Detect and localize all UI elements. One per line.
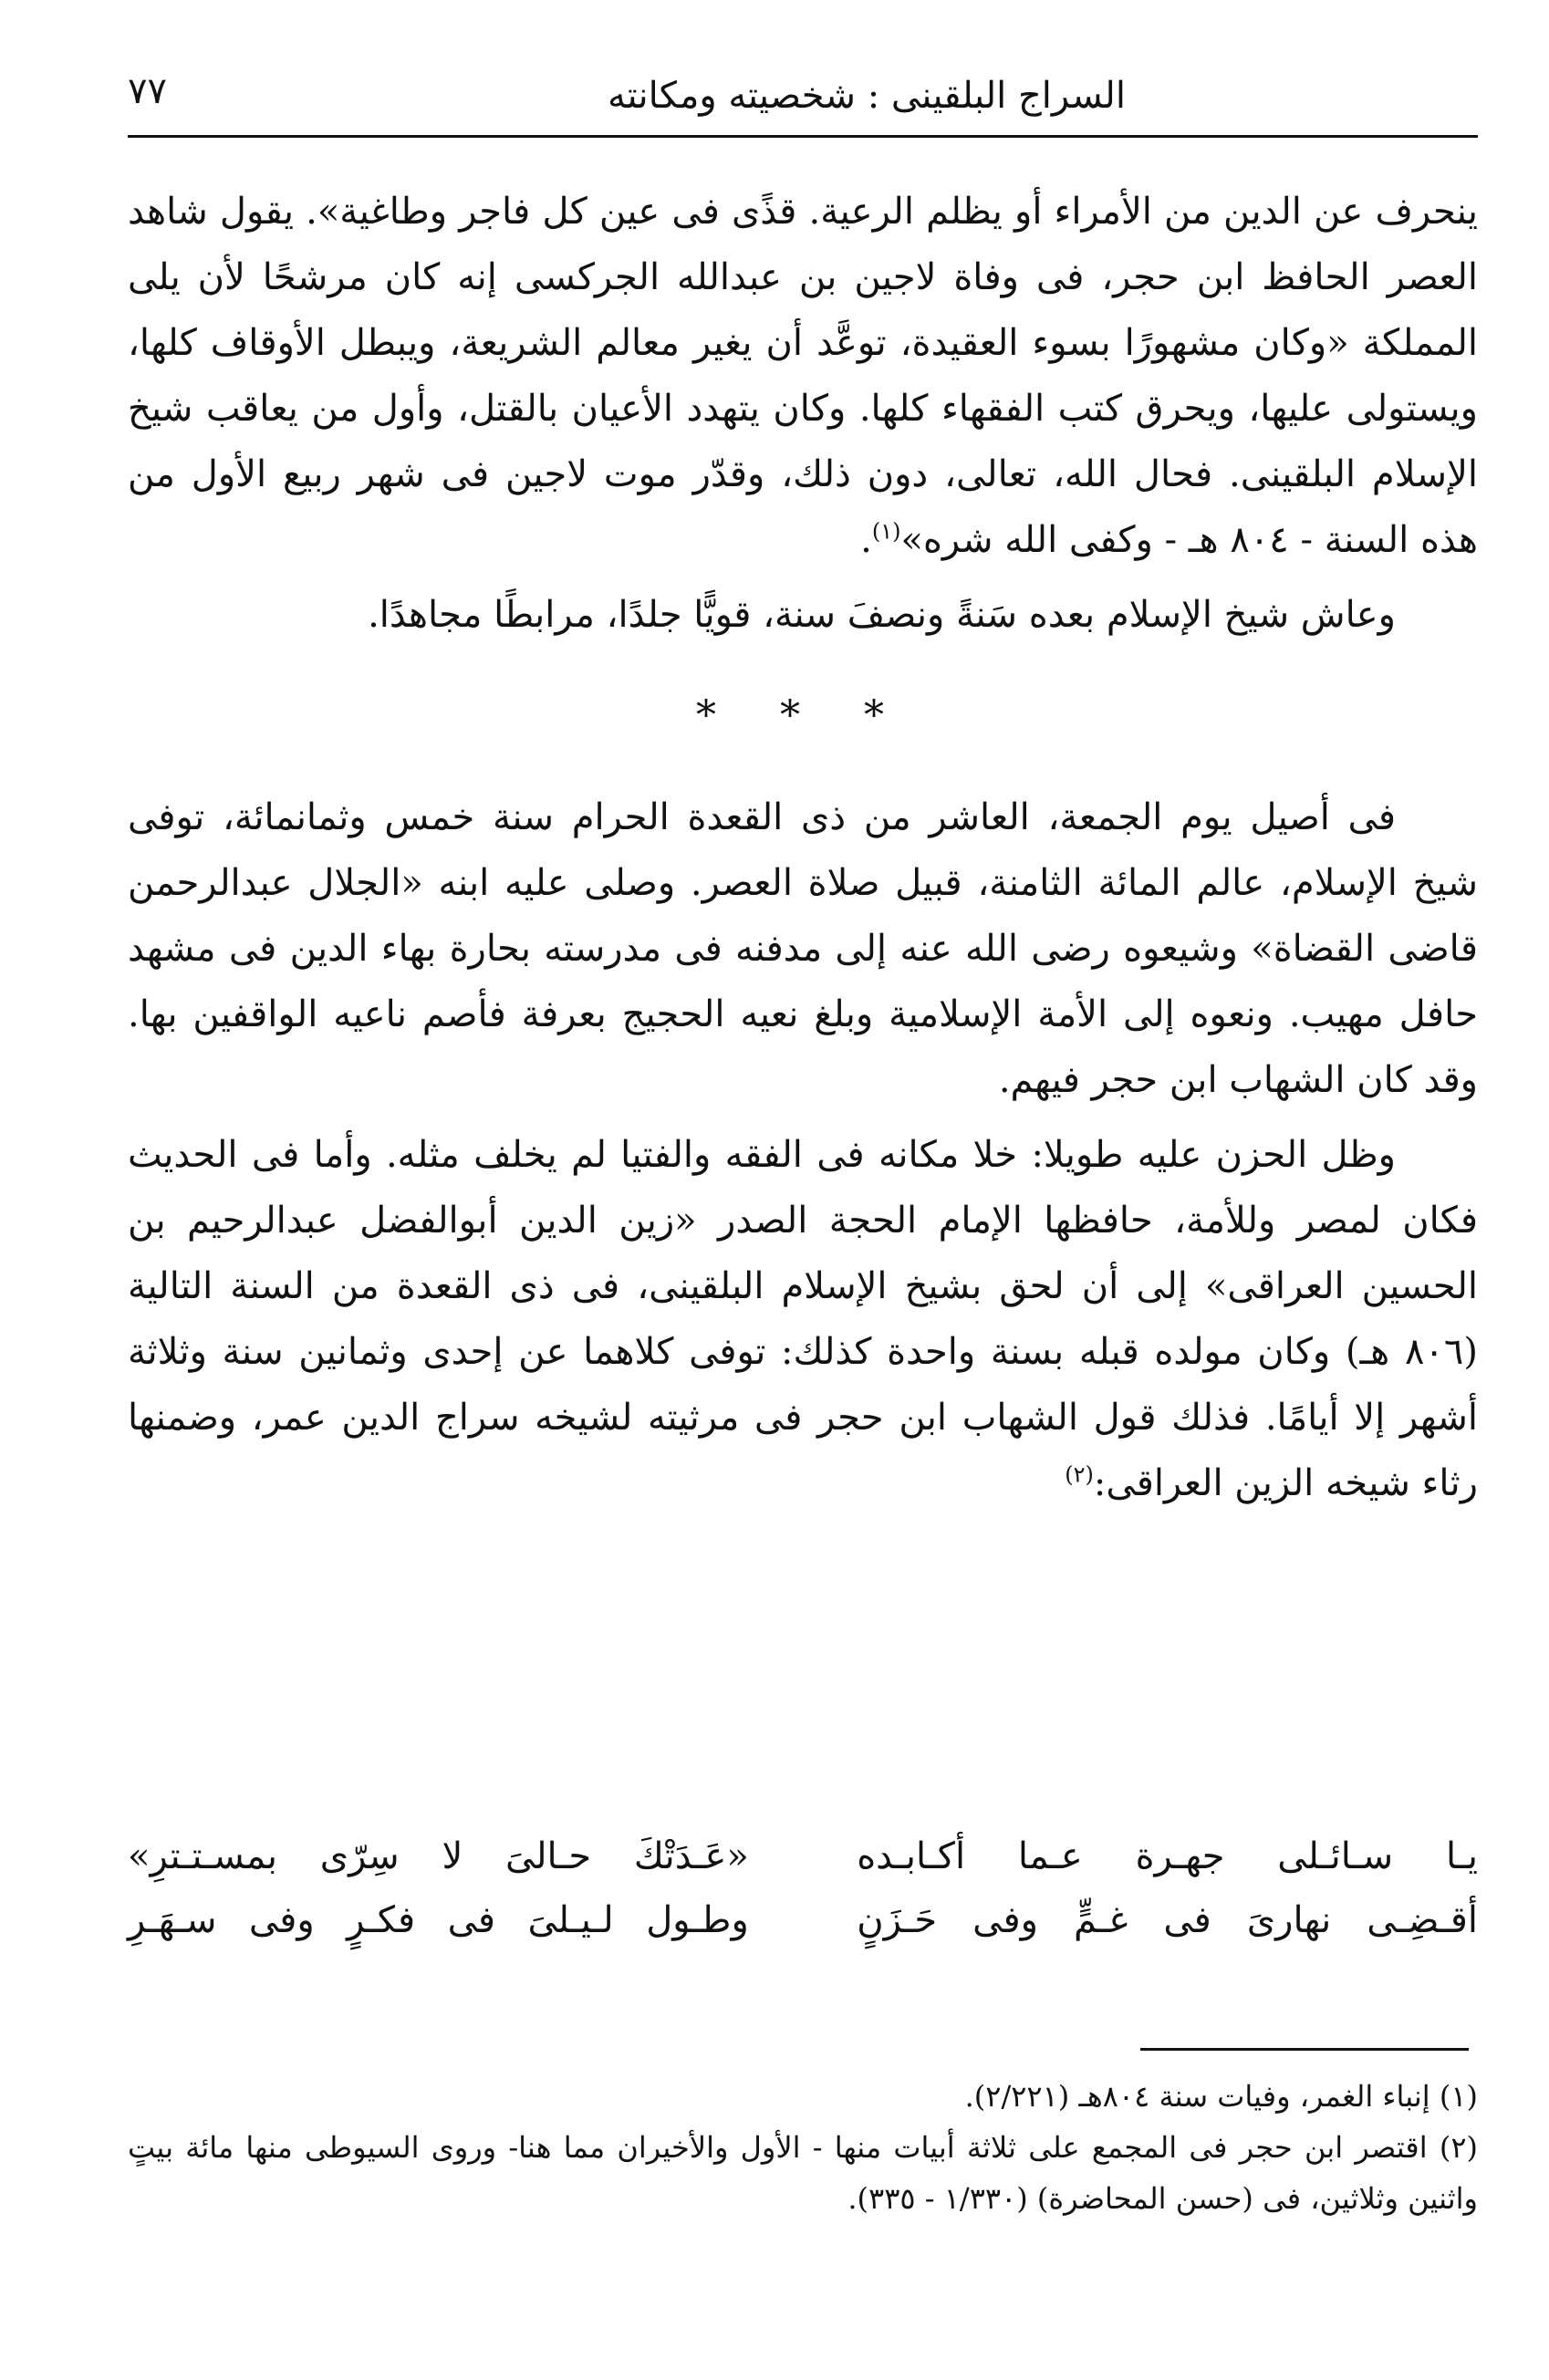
- poem-hemistich-first: أقـضِـى نهارىَ فى غـمٍّ وفى حَـزَنٍ: [857, 1899, 1478, 1941]
- footnote-divider: [1140, 2048, 1469, 2051]
- main-text: [128, 179, 1478, 1516]
- paragraph-2: وعاش شيخ الإسلام بعده سَنةً ونصفَ سنة، قويًّا جلدًا، مرابطًا مجاهدًا.: [368, 594, 1396, 636]
- footnote-1: (١) إنباء الغمر، وفيات سنة ٨٠٤هـ (٢/٢٢١).: [964, 2079, 1478, 2114]
- page-number: ٧٧: [128, 70, 167, 112]
- page-header: [128, 64, 1478, 138]
- section-separator: * * *: [696, 692, 910, 739]
- running-title: السراج البلقينى : شخصيته ومكانته: [608, 75, 1126, 117]
- footnote-ref-1: (١): [871, 518, 901, 545]
- poem-line: [128, 1888, 1478, 1952]
- footnote-2: (٢) اقتصر ابن حجر فى المجمع على ثلاثة أبيات منها - الأول والأخيران مما هنا- وروى السيوطى منها مائة بيتٍ واثنين وثلاثين، فى (حسن المحاضرة) (١/٣٣٠ - ٣٣٥).: [128, 2130, 1478, 2216]
- paragraph-4: [128, 1122, 1478, 1516]
- paragraph-1-text: ينحرف عن الدين من الأمراء أو يظلم الرعية. قذًى فى عين كل فاجر وطاغية». يقول شاهد العصر الحافظ ابن حجر، فى وفاة لاجين بن عبدالله الجركسى إنه كان مرشحًا لأن يلى المملكة «وكان مشهورًا بسوء العقيدة، توعَّد أن يغير معالم الشريعة، ويبطل الأوقاف كلها، ويستولى عليها، ويحرق كتب الفقهاء كلها. وكان يتهدد الأعيان بالقتل، وأول من يعاقب شيخ الإسلام البلقينى. فحال الله، تعالى، دون ذلك، وقدّر موت لاجين فى شهر ربيع الأول من هذه السنة - ٨٠٤ هـ - وكفى الله شره»: [128, 191, 1478, 561]
- poem-line: [128, 1824, 1478, 1888]
- poem-hemistich-second: «عَـدَتْكَ حـالىَ لا سِرّى بمسـتـترِ»: [128, 1835, 749, 1877]
- footnote-ref-2: (٢): [1065, 1461, 1094, 1488]
- poem-verses: [128, 1824, 1478, 1952]
- paragraph-4-text: وظل الحزن عليه طويلا: خلا مكانه فى الفقه والفتيا لم يخلف مثله. وأما فى الحديث فكان لمصر وللأمة، حافظها الإمام الحجة الصدر «زين الدين أبوالفضل عبدالرحيم بن الحسين العراقى» إلى أن لحق بشيخ الإسلام البلقينى، فى ذى القعدة من السنة التالية (٨٠٦ هـ) وكان مولده قبله بسنة واحدة كذلك: توفى كلاهما عن إحدى وثمانين سنة وثلاثة أشهر إلا أيامًا. فذلك قول الشهاب ابن حجر فى مرثيته لشيخه سراج الدين عمر، وضمنها رثاء شيخه الزين العراقى:: [128, 1134, 1478, 1504]
- sentence-end: .: [860, 519, 872, 561]
- poem-hemistich-second: وطـول لـيـلىَ فى فكـرٍ وفى سـهَـرِ: [128, 1899, 749, 1941]
- poem-hemistich-first: يـا سـائـلى جهـرة عـما أكـابـده: [857, 1835, 1478, 1877]
- footnotes: [128, 2071, 1478, 2224]
- paragraph-3: فى أصيل يوم الجمعة، العاشر من ذى القعدة الحرام سنة خمس وثمانمائة، توفى شيخ الإسلام، عالم المائة الثامنة، قبيل صلاة العصر. وصلى عليه ابنه «الجلال عبدالرحمن قاضى القضاة» وشيعوه رضى الله عنه إلى مدفنه فى مدرسته بحارة بهاء الدين فى مشهد حافل مهيب. ونعوه إلى الأمة الإسلامية وبلغ نعيه الحجيج بعرفة فأصم ناعيه الواقفين بها. وقد كان الشهاب ابن حجر فيهم.: [128, 796, 1478, 1101]
- paragraph-1: [128, 179, 1478, 573]
